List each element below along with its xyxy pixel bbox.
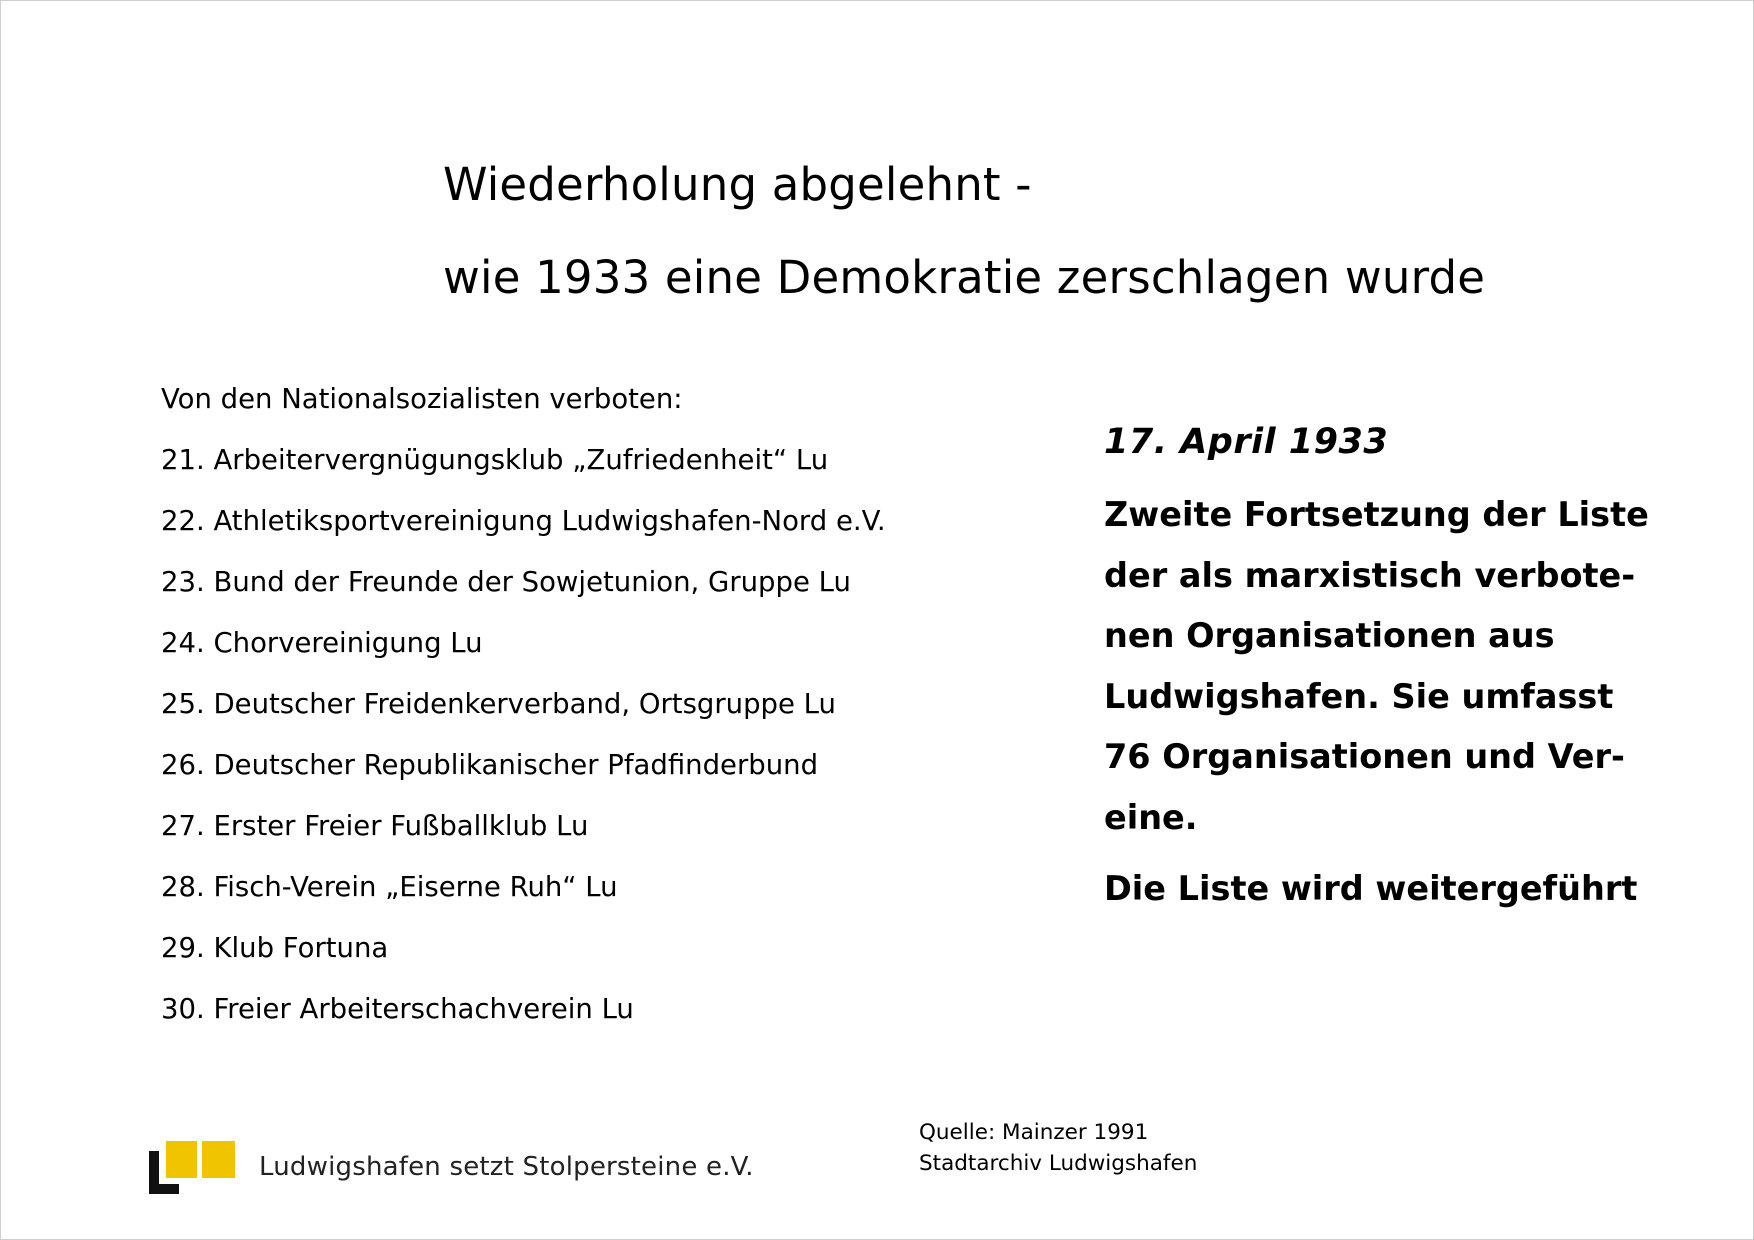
list-item: 22. Athletiksportvereinigung Ludwigshafen-Nord e.V.	[161, 505, 886, 537]
event-date: 17. April 1933	[1104, 422, 1389, 462]
info-text-line: nen Organisationen aus	[1104, 616, 1555, 655]
page-title: Wiederholung abgelehnt -	[443, 158, 1032, 211]
list-item: 28. Fisch-Verein „Eiserne Ruh“ Lu	[161, 871, 618, 903]
info-text-line: der als marxistisch verbote-	[1104, 556, 1636, 595]
list-item: 30. Freier Arbeiterschachverein Lu	[161, 993, 634, 1025]
organization-logo	[149, 1141, 241, 1193]
logo-square	[202, 1141, 235, 1178]
info-text-line: Zweite Fortsetzung der Liste	[1104, 495, 1649, 534]
source-line: Stadtarchiv Ludwigshafen	[919, 1151, 1198, 1176]
info-closing-line: Die Liste wird weitergeführt	[1104, 869, 1638, 908]
list-item: 27. Erster Freier Fußballklub Lu	[161, 810, 589, 842]
organization-name: Ludwigshafen setzt Stolpersteine e.V.	[259, 1152, 754, 1182]
list-item: 29. Klub Fortuna	[161, 932, 389, 964]
source-line: Quelle: Mainzer 1991	[919, 1120, 1149, 1145]
list-intro: Von den Nationalsozialisten verboten:	[161, 383, 683, 415]
logo-square	[166, 1141, 197, 1178]
info-panel	[1104, 422, 1664, 908]
list-item: 26. Deutscher Republikanischer Pfadfinderbund	[161, 749, 819, 781]
page-subtitle: wie 1933 eine Demokratie zerschlagen wurde	[443, 251, 1486, 304]
list-item: 21. Arbeitervergnügungsklub „Zufriedenheit“ Lu	[161, 444, 829, 476]
list-item: 25. Deutscher Freidenkerverband, Ortsgruppe Lu	[161, 688, 836, 720]
list-item: 24. Chorvereinigung Lu	[161, 627, 483, 659]
logo-letter-l-foot	[149, 1184, 179, 1194]
source-citation	[919, 1117, 1197, 1179]
list-item: 23. Bund der Freunde der Sowjetunion, Gruppe Lu	[161, 566, 851, 598]
info-text-line: Ludwigshafen. Sie umfasst	[1104, 677, 1614, 716]
info-text-line: eine.	[1104, 798, 1198, 837]
info-text-line: 76 Organisationen und Ver-	[1104, 737, 1625, 776]
